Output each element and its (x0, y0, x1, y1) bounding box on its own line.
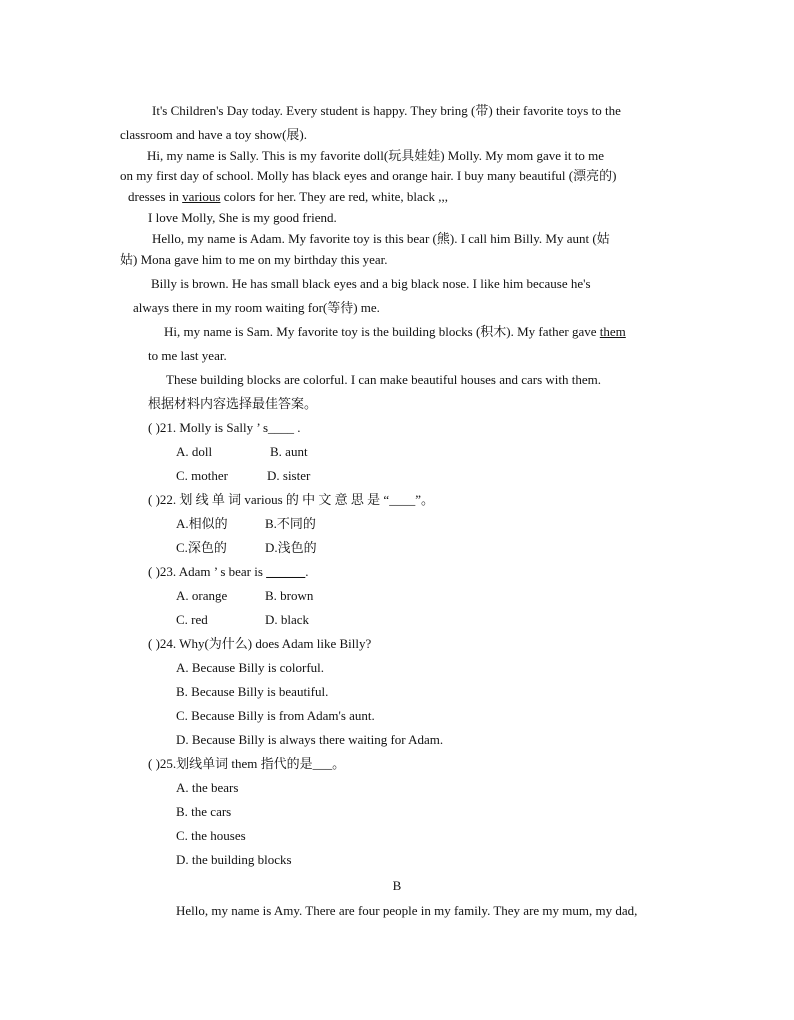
option-a: A. orange (176, 588, 228, 603)
option-d: D. sister (267, 468, 311, 483)
option-b: B. brown (265, 588, 314, 603)
question-stem: ( )25.划线单词 them 指代的是___。 (148, 756, 346, 771)
underlined-word-various: various (182, 189, 221, 204)
question-stem: ( )24. Why(为什么) does Adam like Billy? (148, 636, 372, 651)
question-stem: ( )22. 划 线 单 词 various 的 中 文 意 思 是 “____”。 (148, 492, 434, 507)
passage-line (164, 325, 626, 338)
question-stem: ( )21. Molly is Sally ’ s____ . (148, 420, 301, 435)
option-b: B. the cars (176, 804, 232, 819)
passage-line: These building blocks are colorful. I can make beautiful houses and cars with them. (166, 372, 602, 387)
passage-line: classroom and have a toy show(展). (120, 127, 308, 142)
text-run: Hi, my name is Sam. My favorite toy is the building blocks (积木). My father gave (164, 324, 600, 339)
passage-line (128, 190, 448, 203)
question-stem (148, 565, 308, 578)
text-run: dresses in (128, 189, 183, 204)
passage-line: Hi, my name is Sally. This is my favorite doll(玩具娃娃) Molly. My mom gave it to me (147, 148, 605, 163)
text-run: . (305, 564, 309, 579)
option-d: D. the building blocks (176, 852, 292, 867)
option-a: A.相似的 (176, 516, 228, 531)
answer-blank: ______ (266, 564, 306, 579)
option-b: B.不同的 (265, 516, 316, 531)
passage-line: to me last year. (148, 348, 227, 363)
option-c: C. Because Billy is from Adam's aunt. (176, 708, 375, 723)
section-heading: B (392, 878, 402, 893)
passage-line: I love Molly, She is my good friend. (148, 210, 337, 225)
option-d: D. black (265, 612, 310, 627)
option-a: A. the bears (176, 780, 239, 795)
option-d: D.浅色的 (265, 540, 317, 555)
passage-line: Hello, my name is Amy. There are four people in my family. They are my mum, my dad, (176, 903, 638, 918)
instruction: 根据材料内容选择最佳答案。 (148, 396, 318, 411)
option-a: A. doll (176, 444, 213, 459)
underlined-word-them: them (599, 324, 626, 339)
text-run: ( )23. Adam ’ s bear is (148, 564, 267, 579)
option-a: A. Because Billy is colorful. (176, 660, 325, 675)
option-b: B. Because Billy is beautiful. (176, 684, 329, 699)
passage-line: It's Children's Day today. Every student is happy. They bring (带) their favorite toys to the (152, 103, 621, 118)
passage-line: on my first day of school. Molly has black eyes and orange hair. I buy many beautiful (漂亮的) (120, 168, 617, 183)
text-run: colors for her. They are red, white, black ,,, (220, 189, 448, 204)
option-c: C. mother (176, 468, 228, 483)
option-c: C. red (176, 612, 208, 627)
passage-line: Hello, my name is Adam. My favorite toy is this bear (熊). I call him Billy. My aunt (姑 (152, 231, 610, 246)
passage-line: 姑) Mona gave him to me on my birthday this year. (120, 252, 388, 267)
passage-line: always there in my room waiting for(等待) me. (133, 300, 380, 315)
option-b: B. aunt (270, 444, 308, 459)
option-c: C. the houses (176, 828, 246, 843)
passage-line: Billy is brown. He has small black eyes and a big black nose. I like him because he's (151, 276, 591, 291)
option-c: C.深色的 (176, 540, 227, 555)
option-d: D. Because Billy is always there waiting for Adam. (176, 732, 444, 747)
